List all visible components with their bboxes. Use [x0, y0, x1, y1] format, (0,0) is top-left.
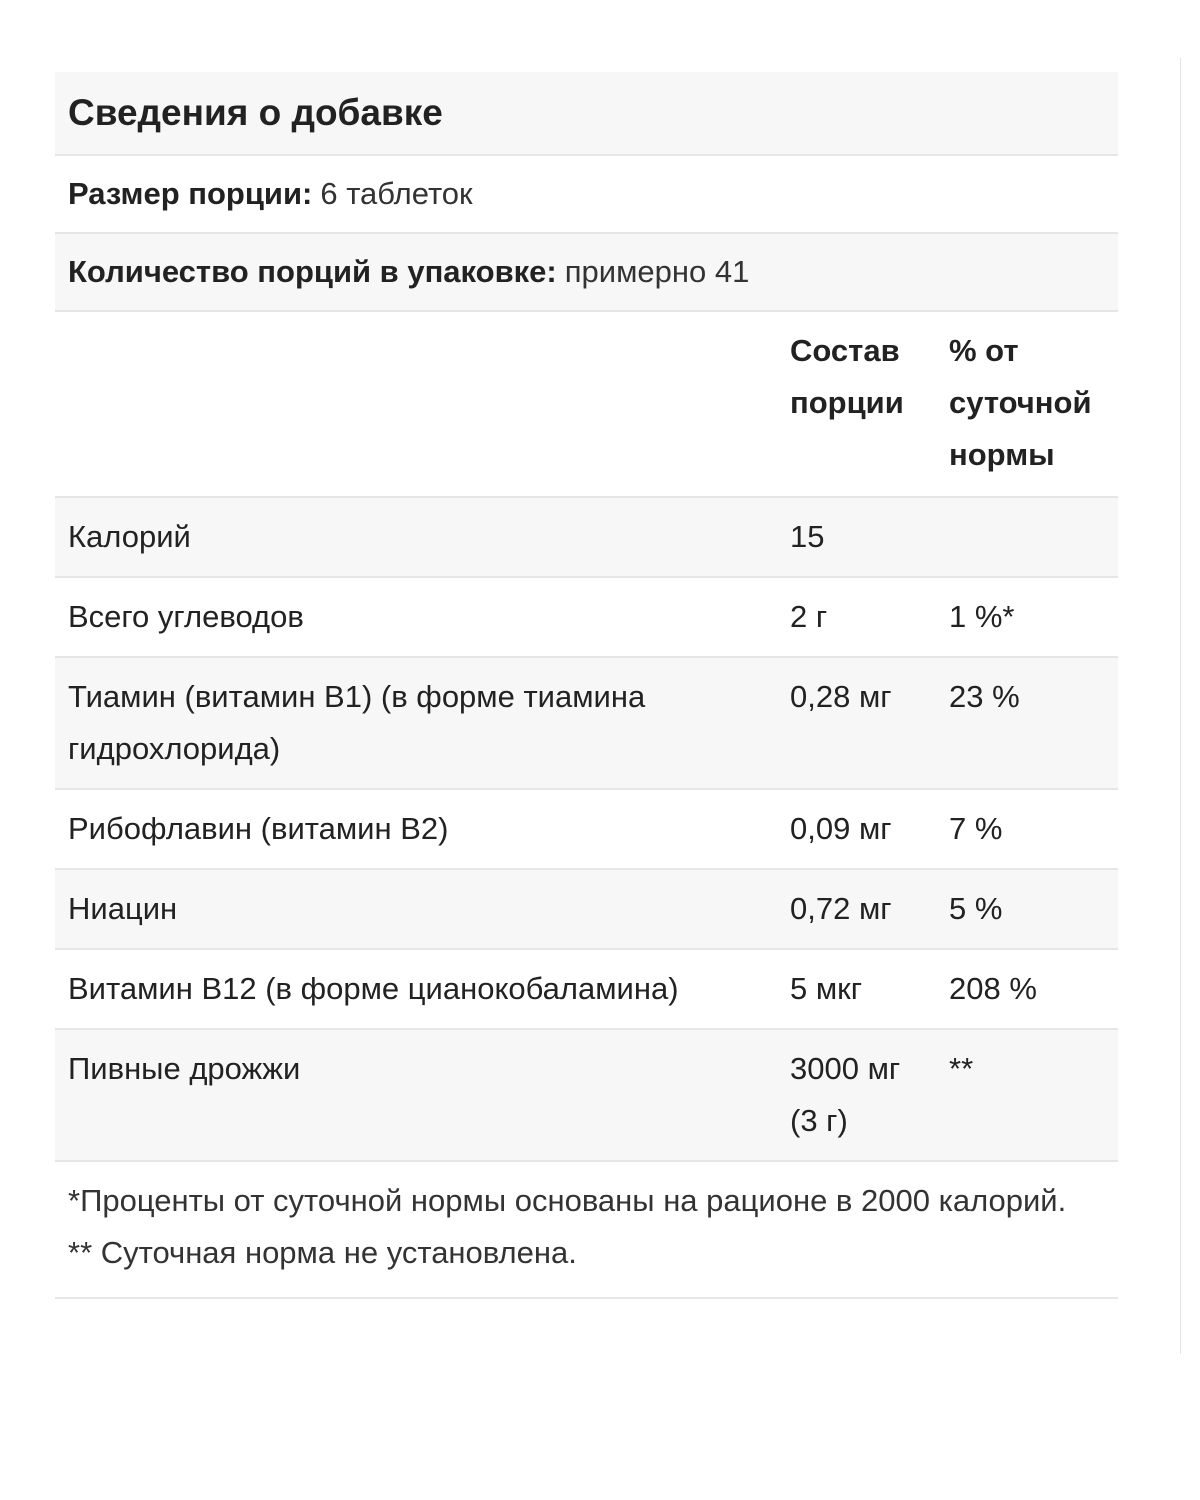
table-row	[55, 790, 1118, 870]
nutrient-daily-value	[936, 498, 1118, 576]
table-row	[55, 498, 1118, 578]
nutrient-name: Витамин B12 (в форме цианокобаламина)	[68, 971, 679, 1006]
nutrient-name: Рибофлавин (витамин B2)	[68, 811, 449, 846]
nutrient-amount: 15	[790, 519, 825, 554]
servings-per-container-row	[55, 234, 1118, 312]
nutrient-daily-value: 5 %	[949, 891, 1003, 926]
nutrient-daily-value: 23 %	[949, 679, 1020, 714]
nutrient-amount: 5 мкг	[790, 971, 863, 1006]
header-amount: Состав порции	[790, 333, 904, 420]
nutrient-amount: 3000 мг (3 г)	[790, 1051, 901, 1138]
nutrient-daily-value: **	[949, 1051, 974, 1086]
nutrient-name: Тиамин (витамин B1) (в форме тиамина гидрохлорида)	[68, 679, 646, 766]
nutrient-daily-value: 1 %*	[949, 599, 1015, 634]
nutrient-amount: 0,72 мг	[790, 891, 892, 926]
nutrient-amount: 0,09 мг	[790, 811, 892, 846]
column-header-row	[55, 312, 1118, 498]
header-daily-value: % от суточной нормы	[949, 333, 1092, 472]
table-row	[55, 578, 1118, 658]
right-divider	[1180, 58, 1181, 1354]
nutrient-amount: 0,28 мг	[790, 679, 892, 714]
nutrient-daily-value: 7 %	[949, 811, 1003, 846]
table-row	[55, 1030, 1118, 1162]
nutrient-name: Калорий	[68, 519, 191, 554]
nutrient-amount: 2 г	[790, 599, 828, 634]
servings-per-container-value: примерно 41	[564, 254, 750, 289]
table-row	[55, 658, 1118, 790]
serving-size-value: 6 таблеток	[320, 176, 473, 211]
supplement-facts-table	[55, 72, 1118, 1299]
nutrient-name: Всего углеводов	[68, 599, 304, 634]
nutrient-name: Пивные дрожжи	[68, 1051, 301, 1086]
table-row	[55, 950, 1118, 1030]
serving-size-label: Размер порции:	[68, 176, 313, 211]
servings-per-container-label: Количество порций в упаковке:	[68, 254, 557, 289]
title-row	[55, 72, 1118, 156]
header-name-cell	[55, 312, 777, 496]
table-row	[55, 870, 1118, 950]
footnote-not-established: ** Суточная норма не установлена.	[68, 1235, 577, 1270]
table-title: Сведения о добавке	[68, 92, 443, 133]
serving-size-row	[55, 156, 1118, 234]
nutrient-daily-value: 208 %	[949, 971, 1037, 1006]
footnote-daily-value-basis: *Проценты от суточной нормы основаны на рационе в 2000 калорий.	[68, 1183, 1067, 1218]
footnotes	[55, 1162, 1118, 1299]
nutrient-name: Ниацин	[68, 891, 178, 926]
